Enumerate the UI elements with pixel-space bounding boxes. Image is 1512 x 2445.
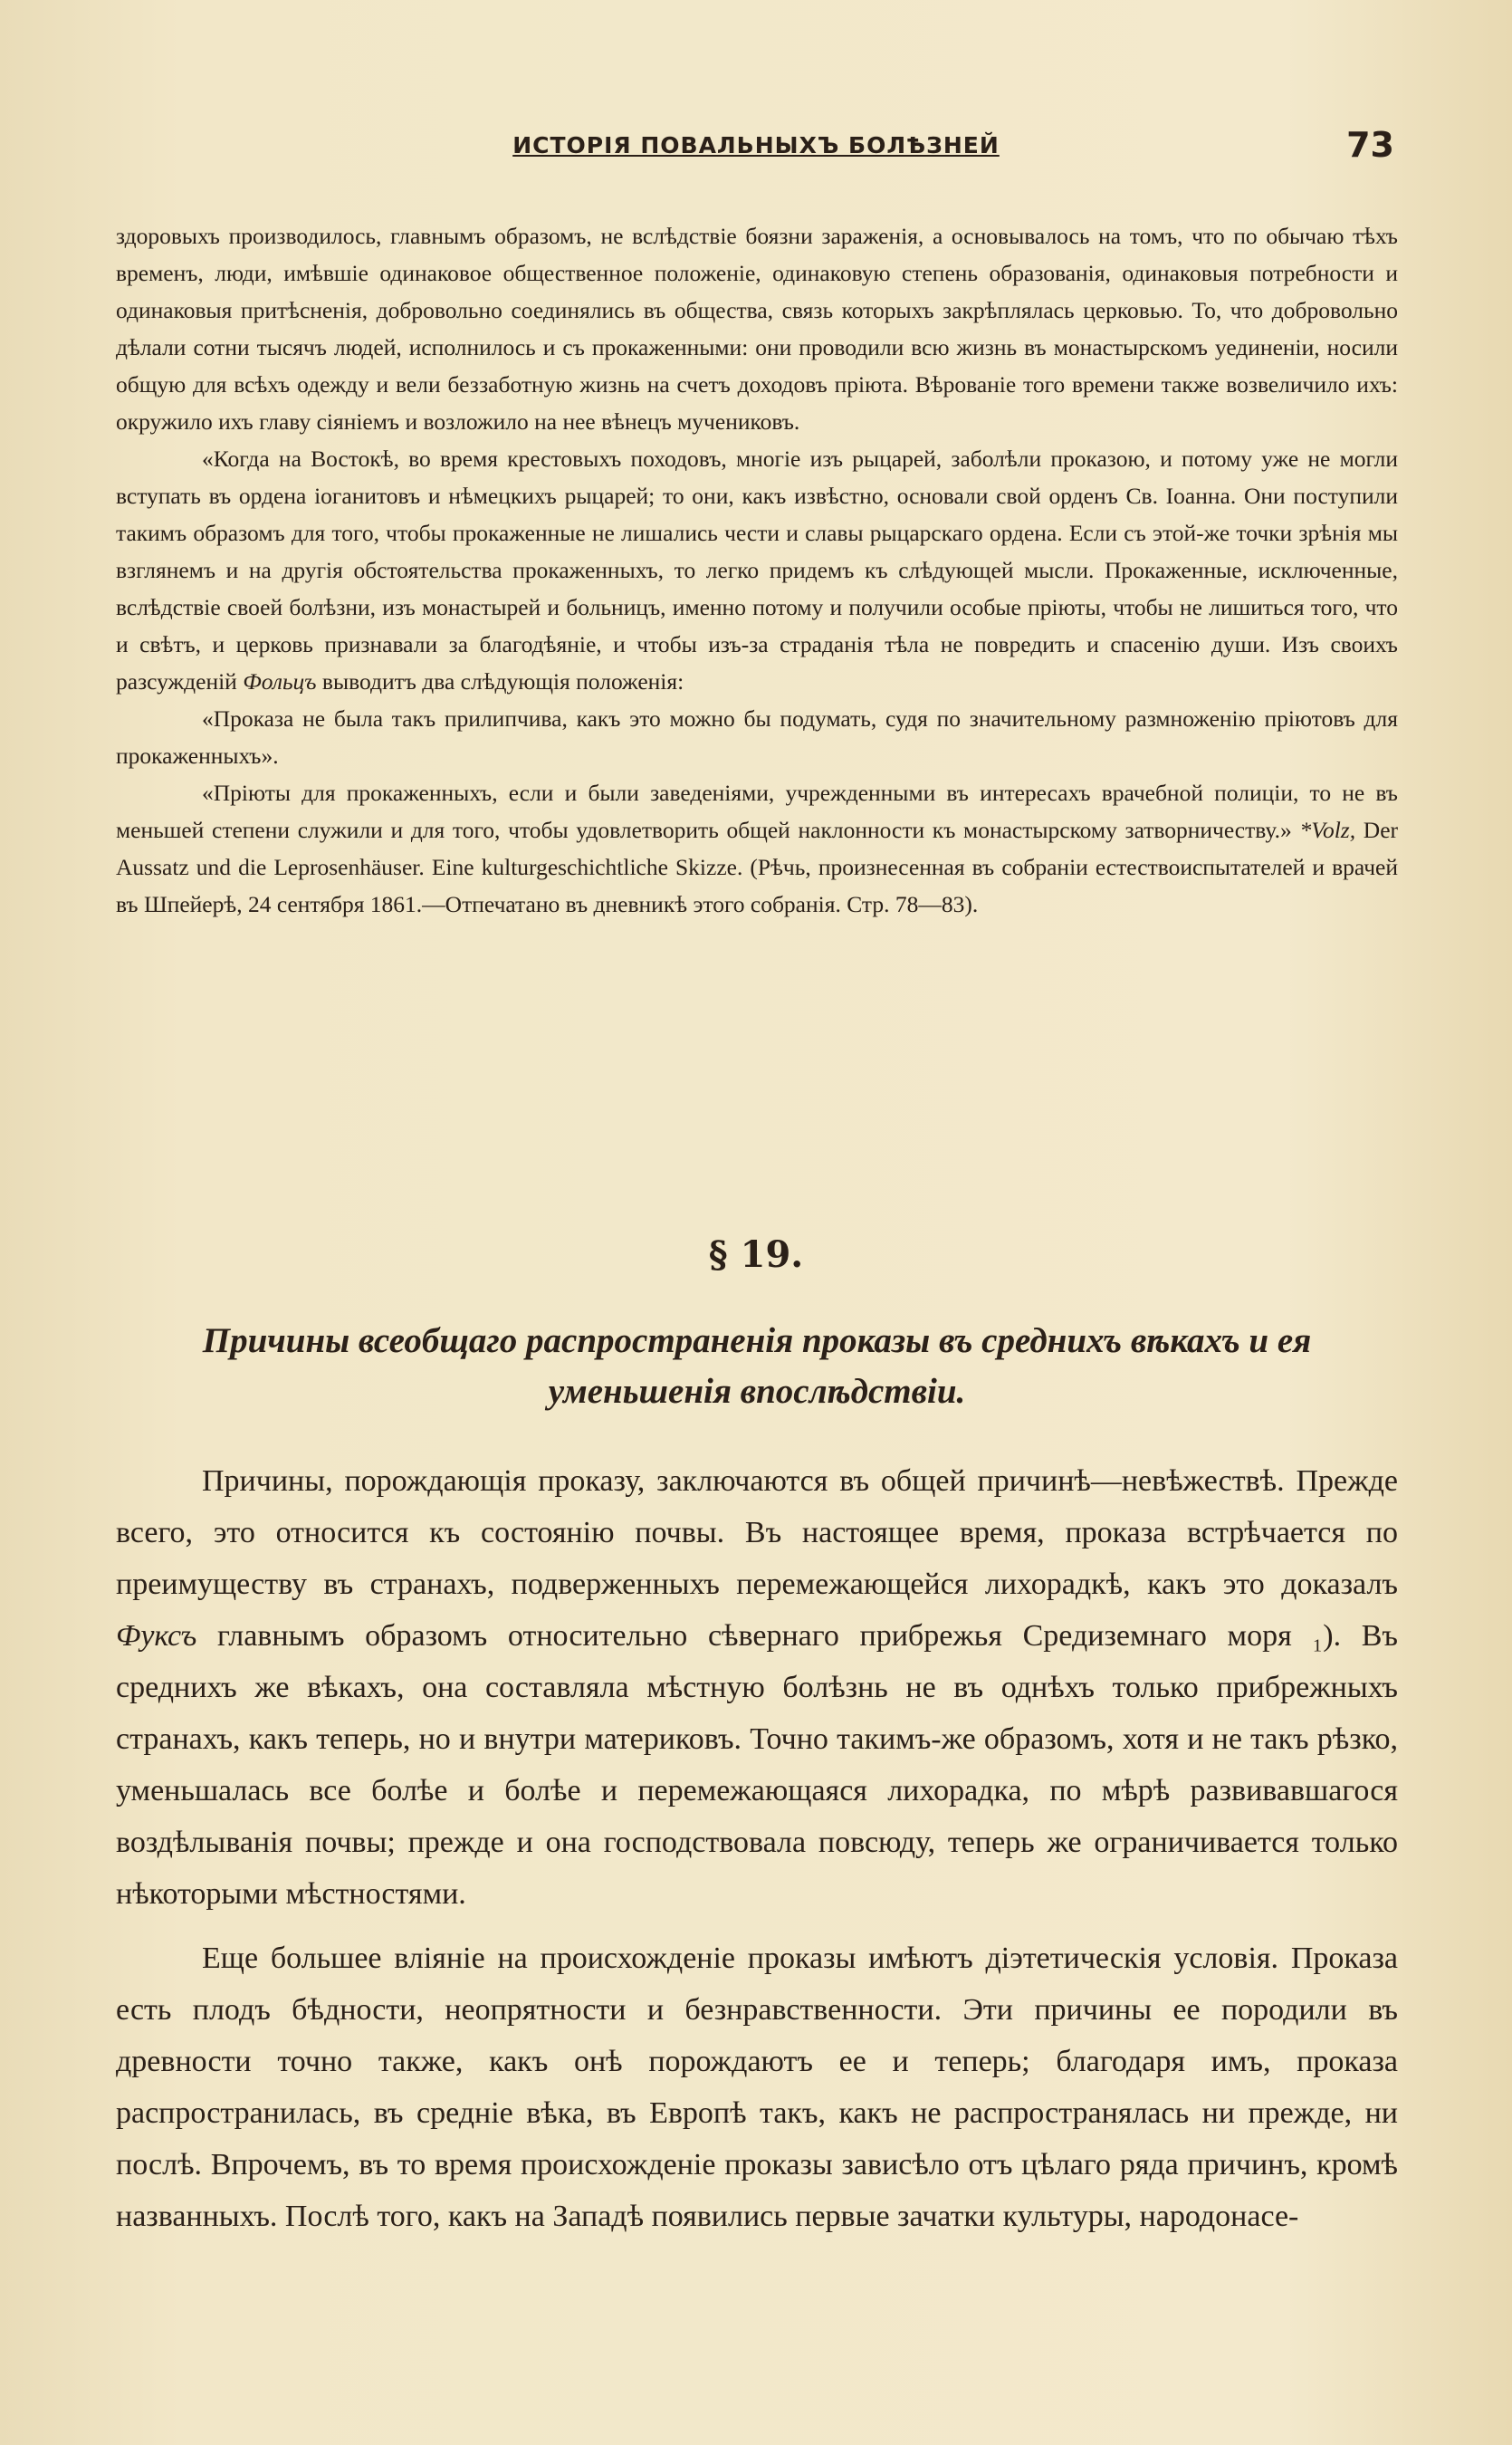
running-title: ИСТОРІЯ ПОВАЛЬНЫХЪ БОЛѢЗНЕЙ [512, 132, 1000, 158]
footnote-block [116, 217, 1398, 923]
footnote-paragraph-1: здоровыхъ производилось, главнымъ образомъ, не вслѣдствіе боязни зараженія, а основывалось на томъ, что по обычаю тѣхъ временъ, люди, имѣвшіе одинаковое общественное положеніе, одинаковую степень образованія, одинаковыя потребности и одинаковыя притѣсненія, добровольно соединялись въ общества, связь которыхъ закрѣплялась церковью. То, что добровольно дѣлали сотни тысячъ людей, исполнилось и съ прокаженными: они проводили всю жизнь въ монастырскомъ уединеніи, носили общую для всѣхъ одежду и вели беззаботную жизнь на счетъ доходовъ пріюта. Вѣрованіе того времени также возвеличило ихъ: окружило ихъ главу сіяніемъ и возложило на нее вѣнецъ мучениковъ. [116, 223, 1398, 435]
body-paragraph-2: Еще большее вліяніе на происхожденіе проказы имѣютъ діэтетическія условія. Проказа есть плодъ бѣдности, неопрятности и безнравственности. Эти причины ее породили въ древности точно также, какъ онѣ порождаютъ ее и теперь; благодаря имъ, проказа распространилась, въ средніе вѣка, въ Европѣ такъ, какъ не распространялась ни прежде, ни послѣ. Впрочемъ, въ то время происхожденіе проказы зависѣло отъ цѣлаго ряда причинъ, кромѣ названныхъ. Послѣ того, какъ на Западѣ появились первые зачатки культуры, народонасе- [116, 1942, 1398, 2233]
section-number: § 19. [708, 1233, 804, 1276]
body-text [116, 1455, 1398, 2242]
footnote-p2-start: «Когда на Востокѣ, во время крестовыхъ походовъ, многіе изъ рыцарей, заболѣли проказою, и потому уже не могли вступать въ ордена іоганитовъ и нѣмецкихъ рыцарей; то они, какъ извѣстно, основали свой орденъ Св. Іоанна. Они поступили такимъ образомъ для того, чтобы прокаженные не лишались чести и славы рыцарскаго ордена. Если съ этой-же точки зрѣнія мы взглянемъ и на другія обстоятельства прокаженныхъ, то легко придемъ къ слѣдующей мысли. Прокаженные, исключенные, вслѣдствіе своей болѣзни, изъ монастырей и больницъ, именно потому и получили особые пріюты, чтобы не лишиться того, что и свѣтъ, и церковь признавали за благодѣяніе, и чтобы изъ-за страданія тѣла не повредить и спасенію души. Изъ своихъ разсужденій [116, 446, 1398, 695]
page-header [118, 125, 1394, 170]
body-p1-author: Фуксъ [116, 1619, 197, 1653]
footnote-p4-start: «Пріюты для прокаженныхъ, если и были заведеніями, учрежденными въ интересахъ врачебной полиціи, то не въ меньшей степени служили и для того, чтобы удовлетворить общей наклонности къ монастырскому затворничеству.» [116, 780, 1398, 843]
body-paragraph-1 [116, 1455, 1398, 1920]
footnote-p4-ref-author: *Volz, [1299, 817, 1356, 843]
page-number: 73 [1346, 125, 1394, 165]
footnote-paragraph-3: «Проказа не была такъ прилипчива, какъ это можно бы подумать, судя по значительному размноженію пріютовъ для прокаженныхъ». [116, 705, 1398, 769]
footnote-p2-author: Фольцъ [243, 668, 317, 695]
footnote-p4-end: Der Aussatz und die Leprosenhäuser. Eine kulturgeschichtliche Skizze. (Рѣчь, произнесенная въ собраніи естествоиспытателей и врачей въ Шпейерѣ, 24 сентября 1861.—Отпечатано въ дневникѣ этого собранія. Стр. 78—83). [116, 817, 1399, 917]
footnote-paragraph-2 [116, 440, 1398, 700]
body-p1-start: Причины, порождающія проказу, заключаются въ общей причинѣ—невѣжествѣ. Прежде всего, это относится къ состоянію почвы. Въ настоящее время, проказа встрѣчается по преимуществу въ странахъ, подверженныхъ перемежающейся лихорадкѣ, какъ это доказалъ [116, 1464, 1398, 1601]
footnote-paragraph-4 [116, 774, 1398, 923]
footnote-p2-end: выводитъ два слѣдующія положенія: [321, 668, 684, 695]
section-title: Причины всеобщаго распространенія проказы въ среднихъ вѣкахъ и ея уменьшенія впослѣдствіи. [202, 1321, 1312, 1411]
body-p1-end: главнымъ образомъ относительно сѣвернаго прибрежья Средиземнаго моря ₁). Въ среднихъ же вѣкахъ, она составляла мѣстную болѣзнь не въ однѣхъ только прибрежныхъ странахъ, какъ теперь, но и внутри материковъ. Точно такимъ-же образомъ, хотя и не такъ рѣзко, уменьшалась все болѣе и болѣе и перемежающаяся лихорадка, по мѣрѣ развивавшагося воздѣлыванія почвы; прежде и она господствовала повсюду, теперь же ограничивается только нѣкоторыми мѣстностями. [116, 1619, 1399, 1911]
